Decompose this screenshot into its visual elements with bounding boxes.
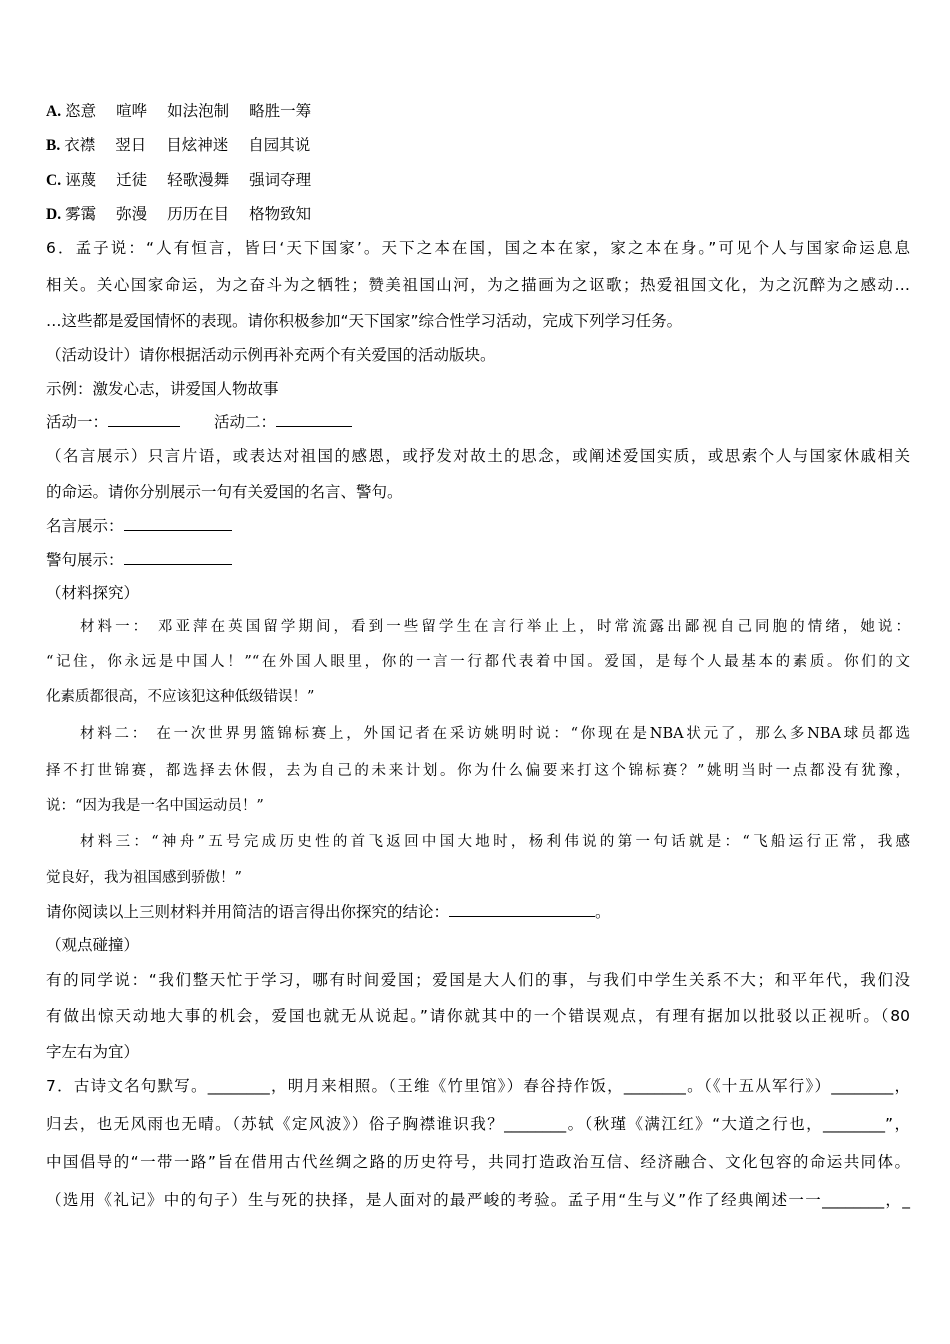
word: 历历在目 <box>167 205 230 223</box>
option-letter: B. <box>46 137 61 154</box>
option-a <box>46 101 311 122</box>
motto-line <box>46 550 232 570</box>
activity1-label: 活动一： <box>46 413 109 431</box>
question-text: （选用《礼记》中的句子）生与死的抉择，是人面对的最严峻的考验。孟子用“生与义”作了经典阐述一一________，_ <box>46 1191 910 1209</box>
word: 恣意 <box>65 102 97 120</box>
question-text: 归去，也无风雨也无晴。（苏轼《定风波》）俗子胸襟谁识我？________。（秋瑾《满江红》“大道之行也，________”， <box>46 1115 910 1133</box>
option-b <box>46 135 310 156</box>
material-text: 择不打世锦赛，都选择去休假，去为自己的未来计划。你为什么偏要来打这个锦标赛？”姚明当时一点都没有犹豫， <box>46 763 910 779</box>
conclusion-blank[interactable] <box>449 902 595 917</box>
activity-answers <box>46 412 352 432</box>
activity-example: 示例：激发心志，讲爱国人物故事 <box>46 380 279 398</box>
motto-blank[interactable] <box>124 550 232 565</box>
famous-quote-line <box>46 516 232 536</box>
option-letter: A. <box>46 103 62 120</box>
material-text: 觉良好，我为祖国感到骄傲！” <box>46 870 242 886</box>
activity-design: （活动设计）请你根据活动示例再补充两个有关爱国的活动版块。 <box>46 346 496 364</box>
conclusion-line <box>46 902 611 922</box>
material-text: 化素质都很高，不应该犯这种低级错误！” <box>46 689 315 705</box>
question-text: 中国倡导的“一带一路”旨在借用古代丝绸之路的历史符号，共同打造政治互信、经济融合、文化包容的命运共同体。 <box>46 1153 910 1171</box>
question-text: 6．孟子说：“人有恒言，皆曰‘天下国家’。天下之本在国，国之本在家，家之本在身。”可见个人与国家命运息息 <box>46 239 910 257</box>
activity2-blank[interactable] <box>276 412 352 427</box>
word: 如法泡制 <box>167 102 230 120</box>
activity2-label: 活动二： <box>214 413 277 431</box>
material-text: “记住，你永远是中国人！”“在外国人眼里，你的一言一行都代表着中国。爱国，是每个人最基本的素质。你们的文 <box>46 654 910 670</box>
famous-label: 名言展示： <box>46 517 124 535</box>
word: 翌日 <box>115 136 147 154</box>
option-c <box>46 170 311 191</box>
material-text: 材料三：“神舟”五号完成历史性的首飞返回中国大地时，杨利伟说的第一句话就是：“飞船运行正常，我感 <box>80 834 910 850</box>
word: 喧哗 <box>116 102 148 120</box>
word: 诬蔑 <box>65 171 97 189</box>
option-letter: D. <box>46 206 62 223</box>
word: 迁徒 <box>116 171 148 189</box>
debate-heading: （观点碰撞） <box>46 936 140 954</box>
material-text: 材料二： 在一次世界男篮锦标赛上，外国记者在采访姚明时说：“你现在是NBA状元了，那么多NBA球员都选 <box>80 726 910 742</box>
word: 轻歌漫舞 <box>167 171 230 189</box>
question-text: 7．古诗文名句默写。________，明月来相照。（王维《竹里馆》）春谷持作饭，________。（《十五从军行》）________， <box>46 1077 910 1095</box>
word: 弥漫 <box>116 205 148 223</box>
activity1-blank[interactable] <box>108 412 180 427</box>
question-text: 相关。关心国家命运，为之奋斗为之牺牲；赞美祖国山河，为之描画为之讴歌；热爱祖国文化，为之沉醉为之感动… <box>46 276 910 294</box>
material-text: 说：“因为我是一名中国运动员！” <box>46 798 264 814</box>
material-heading: （材料探究） <box>46 584 140 602</box>
word: 自园其说 <box>248 136 311 154</box>
quotes-intro: （名言展示）只言片语，或表达对祖国的感恩，或抒发对故土的思念，或阐述爱国实质，或思索个人与国家休戚相关 <box>46 447 910 465</box>
word: 强词夺理 <box>249 171 312 189</box>
word: 略胜一筹 <box>249 102 312 120</box>
material-text: 材料一： 邓亚萍在英国留学期间，看到一些留学生在言行举止上，时常流露出鄙视自己同胞的情绪，她说： <box>80 619 910 635</box>
word: 格物致知 <box>249 205 312 223</box>
conclusion-prompt: 请你阅读以上三则材料并用简洁的语言得出你探究的结论： <box>46 903 450 921</box>
debate-text: 有的同学说：“我们整天忙于学习，哪有时间爱国；爱国是大人们的事，与我们中学生关系不大；和平年代，我们没 <box>46 971 910 989</box>
word: 衣襟 <box>64 136 96 154</box>
motto-label: 警句展示： <box>46 551 124 569</box>
debate-text: 字左右为宜） <box>46 1043 140 1061</box>
famous-blank[interactable] <box>124 516 232 531</box>
question-text: …这些都是爱国情怀的表现。请你积极参加“天下国家”综合性学习活动，完成下列学习任务。 <box>46 312 683 330</box>
word: 目炫神迷 <box>166 136 229 154</box>
word: 雾霭 <box>65 205 97 223</box>
option-d <box>46 204 311 225</box>
quotes-intro: 的命运。请你分别展示一句有关爱国的名言、警句。 <box>46 483 403 501</box>
conclusion-end: 。 <box>595 903 611 921</box>
option-letter: C. <box>46 172 62 189</box>
debate-text: 有做出惊天动地大事的机会，爱国也就无从说起。”请你就其中的一个错误观点，有理有据加以批驳以正视听。（80 <box>46 1007 910 1025</box>
